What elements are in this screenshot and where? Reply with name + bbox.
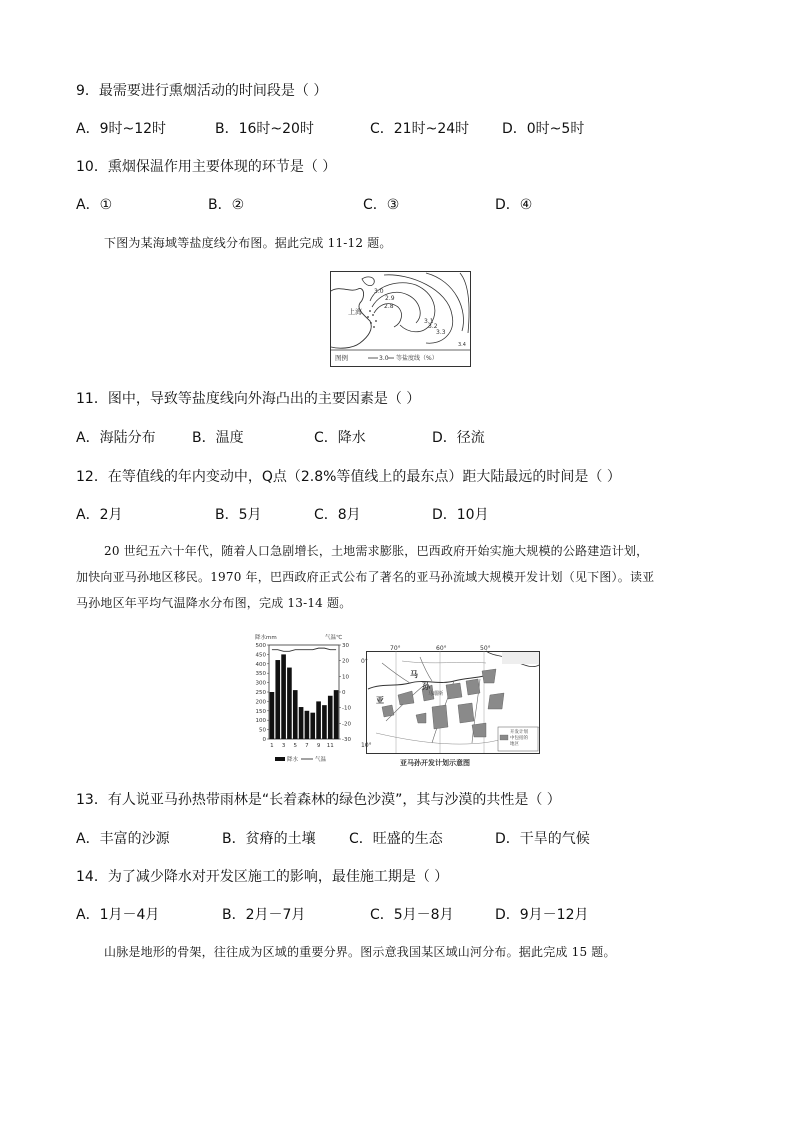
q9-option-d[interactable]: D．0时~5时: [502, 121, 585, 137]
precip-bar: [316, 701, 321, 739]
left-tick-label: 250: [255, 690, 266, 696]
isoline-label-2-8: 2.8: [384, 303, 394, 310]
right-tick-label: -10: [342, 705, 351, 712]
left-tick-label: 300: [255, 680, 266, 687]
map-legend-line3: 地区: [510, 742, 519, 747]
q10-option-b[interactable]: B．②: [208, 197, 245, 213]
map-caption: 亚马孙开发计划示意图: [400, 759, 470, 767]
x-tick-label: 5: [293, 743, 297, 749]
left-tick-label: 200: [255, 699, 266, 706]
precip-bar: [293, 690, 298, 739]
climate-chart: [245, 631, 361, 769]
question-14-stem: 14．为了减少降水对开发区施工的影响，最佳施工期是（ ）: [76, 869, 449, 885]
precip-bar: [328, 696, 333, 739]
question-10-stem: 10．熏烟保温作用主要体现的环节是（ ）: [76, 159, 337, 175]
precip-bar: [281, 654, 286, 739]
left-tick-label: 100: [255, 718, 266, 725]
map-label-sun: 孙: [422, 682, 430, 691]
map-legend-swatch: [500, 735, 508, 740]
right-tick-label: 10: [342, 674, 349, 681]
isoline-label-3-2: 3.2: [428, 323, 438, 330]
precip-bar: [299, 707, 304, 739]
right-tick-label: 20: [342, 658, 349, 665]
q13-option-b[interactable]: B．贫瘠的土壤: [222, 831, 316, 847]
q11-option-c[interactable]: C．降水: [314, 430, 366, 446]
map-legend-line1: 开发计划: [510, 730, 528, 735]
map-label-shanghai: 上海: [348, 308, 362, 316]
q11-option-a[interactable]: A．海陆分布: [76, 430, 156, 446]
left-tick-label: 500: [255, 643, 266, 649]
q12-option-a[interactable]: A．2月: [76, 507, 123, 523]
precip-bar: [275, 660, 280, 739]
q13-option-d[interactable]: D．干旱的气候: [495, 831, 590, 847]
right-tick-label: 0: [342, 690, 346, 696]
isoline-label-2-9: 2.9: [385, 295, 395, 302]
x-tick-label: 11: [326, 743, 334, 749]
lon-label-50: 50°: [480, 645, 491, 652]
ylabel-right: 气温℃: [325, 635, 343, 641]
q14-option-d[interactable]: D．9月－12月: [495, 907, 589, 923]
map-legend-value: 3.0: [379, 355, 389, 362]
map-legend-text: 等盐度线（%）: [396, 355, 438, 362]
q9-option-b[interactable]: B．16时~20时: [215, 121, 314, 137]
ocean-shading: [502, 652, 539, 664]
precip-bar: [334, 690, 339, 739]
q12-option-c[interactable]: C．8月: [314, 507, 361, 523]
map-label-ya: 亚: [376, 696, 384, 705]
question-9-stem: 9．最需要进行熏烟活动的时间段是（ ）: [76, 83, 328, 99]
q10-option-a[interactable]: A．①: [76, 197, 113, 213]
q10-option-c[interactable]: C．③: [363, 197, 400, 213]
q11-option-b[interactable]: B．温度: [192, 430, 244, 446]
x-tick-label: 7: [305, 743, 309, 749]
isoline-label-3-4: 3.4: [458, 342, 466, 348]
salinity-map: [330, 271, 471, 367]
map-label-ma: 马: [410, 670, 418, 679]
right-tick-label: -20: [342, 721, 351, 728]
precip-bar: [270, 692, 275, 739]
intro-15: 山脉是地形的骨架，往往成为区域的重要分界。图示意我国某区域山河分布。据此完成 15 题。: [104, 945, 616, 959]
left-tick-label: 150: [255, 708, 266, 715]
right-tick-label: -30: [342, 737, 351, 743]
map-legend-title: 图例: [335, 354, 348, 362]
left-tick-label: 0: [262, 737, 266, 743]
q12-option-b[interactable]: B．5月: [215, 507, 262, 523]
precip-bar: [305, 711, 310, 739]
precip-bar: [287, 668, 292, 739]
right-tick-label: 30: [342, 643, 349, 649]
isoline-label-3-0: 3.0: [374, 288, 384, 295]
precip-bar: [310, 713, 315, 739]
q14-option-c[interactable]: C．5月－8月: [370, 907, 454, 923]
x-tick-label: 1: [270, 743, 274, 749]
q12-option-d[interactable]: D．10月: [432, 507, 489, 523]
q11-option-d[interactable]: D．径流: [432, 430, 485, 446]
lat-label-10: 10°: [361, 742, 372, 749]
intro-13-14-line2: 加快向亚马孙地区移民。1970 年，巴西政府正式公布了著名的亚马孙流域大规模开发计划（见下图）。读亚: [76, 570, 655, 584]
left-tick-label: 450: [255, 652, 266, 659]
x-tick-label: 3: [281, 743, 286, 749]
legend-precip-label: 降水: [287, 757, 299, 763]
amazon-development-map: [362, 643, 542, 769]
lon-label-70: 70°: [390, 645, 401, 652]
intro-13-14-line3: 马孙地区年平均气温降水分布图，完成 13-14 题。: [76, 596, 352, 610]
left-tick-label: 350: [255, 671, 266, 678]
legend-temp-label: 气温: [315, 757, 327, 763]
intro-13-14-line1: 20 世纪五六十年代，随着人口急剧增长，土地需求膨胀，巴西政府开始实施大规模的公路建造计划，: [104, 544, 649, 558]
lat-label-0: 0°: [361, 658, 368, 665]
q13-option-a[interactable]: A．丰富的沙源: [76, 831, 170, 847]
intro-11-12: 下图为某海域等盐度线分布图。据此完成 11-12 题。: [104, 236, 392, 250]
question-13-stem: 13．有人说亚马孙热带雨林是“长着森林的绿色沙漠”，其与沙漠的共性是（ ）: [76, 792, 561, 808]
legend-precip-swatch: [275, 757, 285, 761]
q9-option-c[interactable]: C．21时~24时: [370, 121, 470, 137]
isoline-label-3-1: 3.1: [424, 318, 434, 325]
lon-label-60: 60°: [436, 645, 447, 652]
q13-option-c[interactable]: C．旺盛的生态: [349, 831, 443, 847]
temperature-line: [272, 648, 336, 651]
isoline-label-3-3: 3.3: [436, 329, 446, 336]
left-tick-label: 50: [259, 727, 266, 734]
q14-option-a[interactable]: A．1月－4月: [76, 907, 160, 923]
map-legend-line2: 中包括的: [510, 736, 528, 741]
precip-bar: [322, 705, 327, 739]
q14-option-b[interactable]: B．2月－7月: [222, 907, 306, 923]
x-tick-label: 9: [316, 743, 321, 749]
ylabel-left: 降水mm: [255, 635, 277, 641]
left-tick-label: 400: [255, 661, 266, 668]
map-label-manaus: 马瑙斯: [428, 691, 444, 697]
q9-option-a[interactable]: A．9时~12时: [76, 121, 167, 137]
question-12-stem: 12．在等值线的年内变动中，Q点（2.8%等值线上的最东点）距大陆最远的时间是（ ）: [76, 469, 621, 485]
question-11-stem: 11．图中，导致等盐度线向外海凸出的主要因素是（ ）: [76, 391, 421, 407]
q10-option-d[interactable]: D．④: [495, 197, 533, 213]
